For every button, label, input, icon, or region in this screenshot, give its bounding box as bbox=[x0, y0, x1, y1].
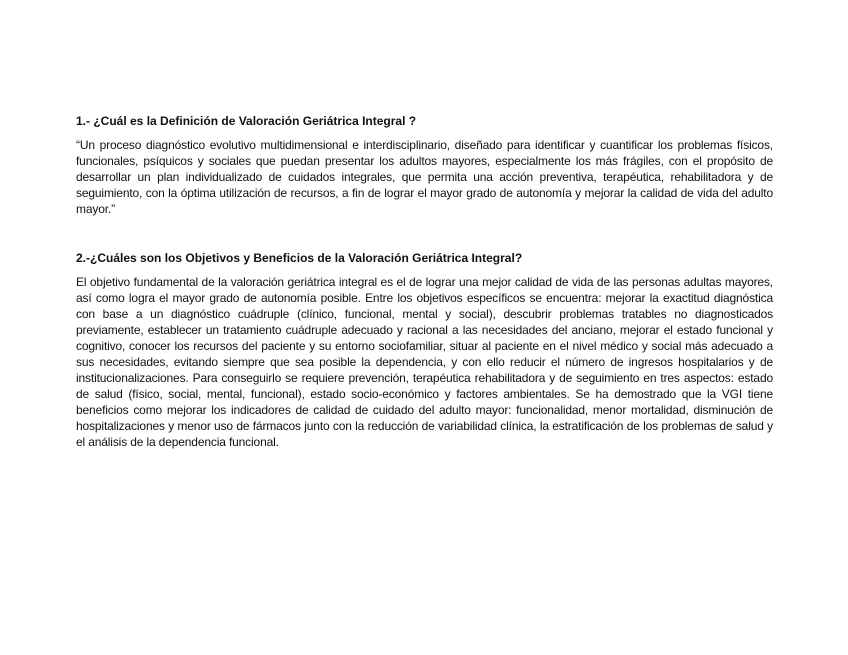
section-paragraph: El objetivo fundamental de la valoración geriátrica integral es el de lograr una mejor calidad de vida de las personas adultas mayores, así como logra el mayor grado de autonomía posible. Entre los objetivos específicos se encuentra: mejorar la exactitud diagnóstica con base a un diagnóstico cuádruple (clínico, funcional, mental y social), descubrir problemas tratables no diagnosticados previamente, establecer un tratamiento cuádruple adecuado y racional a las necesidades del anciano, mejorar el estado funcional y cognitivo, conocer los recursos del paciente y su entorno sociofamiliar, situar al paciente en el nivel médico y social más adecuado a sus necesidades, evitando siempre que sea posible la dependencia, y con ello reducir el número de ingresos hospitalarios y de institucionalizaciones. Para conseguirlo se requiere prevención, terapéutica rehabilitadora y de seguimiento en tres aspectos: estado de salud (físico, social, mental, funcional), estado socio-económico y factores ambientales. Se ha demostrado que la VGI tiene beneficios como mejorar los indicadores de calidad de cuidado del adulto mayor: funcionalidad, menor mortalidad, disminución de hospitalizaciones y menor uso de fármacos junto con la reducción de variabilidad clínica, la estratificación de los problemas de salud y el análisis de la dependencia funcional. bbox=[76, 275, 773, 449]
section-definition bbox=[76, 114, 773, 217]
section-heading: 2.-¿Cuáles son los Objetivos y Beneficios de la Valoración Geriátrica Integral? bbox=[76, 251, 523, 265]
section-heading: 1.- ¿Cuál es la Definición de Valoración Geriátrica Integral ? bbox=[76, 114, 417, 128]
section-paragraph: “Un proceso diagnóstico evolutivo multidimensional e interdisciplinario, diseñado para identificar y cuantificar los problemas físicos, funcionales, psíquicos y sociales que puedan presentar los adultos mayores, especialmente los más frágiles, con el propósito de desarrollar un plan individualizado de cuidados integrales, que permita una acción preventiva, terapéutica, rehabilitadora y de seguimiento, con la óptima utilización de recursos, a fin de lograr el mayor grado de autonomía y mejorar la calidad de vida del adulto mayor.” bbox=[76, 138, 773, 216]
document-page bbox=[76, 114, 773, 450]
section-objectives bbox=[76, 251, 773, 450]
